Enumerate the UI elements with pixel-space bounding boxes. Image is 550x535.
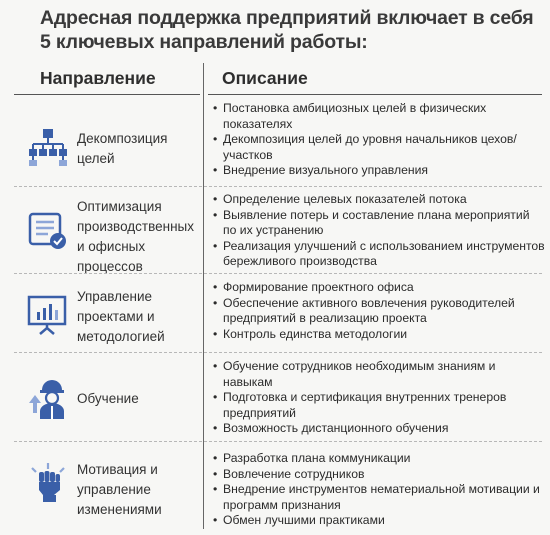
list-item: • Обеспечение активного вовлечения руководителей предприятий в реализацию проекта bbox=[213, 296, 545, 327]
presentation-board-icon bbox=[26, 292, 70, 336]
row-divider bbox=[14, 441, 542, 442]
raised-fist-icon bbox=[26, 460, 70, 504]
list-item: • Внедрение инструментов нематериальной мотивации и программ признания bbox=[213, 482, 545, 513]
worker-growth-icon bbox=[26, 377, 70, 421]
list-item: • Внедрение визуального управления bbox=[213, 163, 545, 179]
list-item: • Возможность дистанционного обучения bbox=[213, 421, 545, 437]
list-item: • Разработка плана коммуникации bbox=[213, 451, 545, 467]
description-list bbox=[213, 280, 545, 342]
description-list bbox=[213, 359, 545, 437]
document-check-icon bbox=[26, 208, 70, 252]
direction-label: Мотивация и управление изменениями bbox=[77, 462, 162, 517]
row-divider bbox=[14, 273, 542, 274]
description-list bbox=[213, 451, 545, 529]
list-item: • Выявление потерь и составление плана мероприятий по их устранению bbox=[213, 208, 545, 239]
column-header-description: Описание bbox=[222, 68, 308, 88]
list-item: • Формирование проектного офиса bbox=[213, 280, 545, 296]
column-header-direction: Направление bbox=[40, 68, 156, 88]
description-list bbox=[213, 101, 545, 179]
direction-label: Декомпозиция целей bbox=[77, 131, 168, 166]
direction-label: Обучение bbox=[77, 391, 139, 406]
list-item: • Реализация улучшений с использованием инструментов бережливого производства bbox=[213, 239, 545, 270]
list-item: • Обмен лучшими практиками bbox=[213, 513, 545, 529]
hierarchy-icon bbox=[26, 124, 70, 168]
column-divider bbox=[203, 63, 204, 529]
list-item: • Вовлечение сотрудников bbox=[213, 467, 545, 483]
list-item: • Обучение сотрудников необходимым знаниям и навыкам bbox=[213, 359, 545, 390]
header-underline-direction bbox=[14, 94, 200, 95]
row-divider bbox=[14, 186, 542, 187]
list-item: • Подготовка и сертификация внутренних тренеров предприятий bbox=[213, 390, 545, 421]
direction-label: Управление проектами и методологией bbox=[77, 289, 165, 344]
header-underline-description bbox=[208, 94, 542, 95]
list-item: • Определение целевых показателей потока bbox=[213, 192, 545, 208]
direction-label: Оптимизация производственных и офисных процессов bbox=[77, 199, 194, 274]
list-item: • Декомпозиция целей до уровня начальников цехов/участков bbox=[213, 132, 545, 163]
list-item: • Постановка амбициозных целей в физических показателях bbox=[213, 101, 545, 132]
page-title: Адресная поддержка предприятий включает в себя 5 ключевых направлений работы: bbox=[40, 7, 534, 53]
list-item: • Контроль единства методологии bbox=[213, 327, 545, 343]
description-list bbox=[213, 192, 545, 270]
row-divider bbox=[14, 352, 542, 353]
